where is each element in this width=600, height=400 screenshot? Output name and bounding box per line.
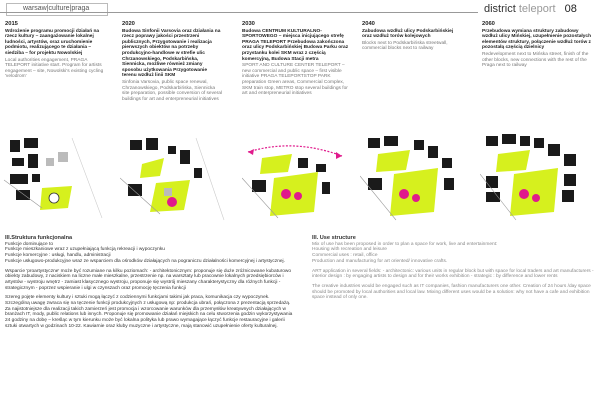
timeline-text-en: SPORT AND CULTURE CENTER TELEPORT – new commercial and public space – first visible initiative PRAGA TELEPORTSTOP PARK preparation Green areas, Commercial Complex, SKM train stop, METRO stop several buildings for art and enterpreneurial initiatives xyxy=(242,63,348,97)
timeline-text-en: Sinfonia Varsovia, public space renewal, Chrzanowskiego, Podskarbińska, Siennicka site preparation, possible conversion of several buildings for art and enterpreneurial initiatives xyxy=(122,79,222,102)
timeline-col-2030 xyxy=(242,22,350,97)
timeline-text-pl: Wdrożenie programu promocji działań na rzecz kultury – zaangażowanie lokalnej ludności, artystów, oraz uruchomienie podmiotu, realizującego te działania – siedziba – for projektu Nowolskiej xyxy=(5,28,100,56)
timeline-col-2020 xyxy=(122,22,222,102)
timeline-col-2015 xyxy=(5,22,105,80)
title-main: district xyxy=(484,3,516,15)
timeline-year: 2015 xyxy=(5,21,18,27)
timeline-year: 2040 xyxy=(362,21,375,27)
body-line: Housing with recreation and leisure xyxy=(312,247,387,253)
site-plan-2060 xyxy=(480,128,585,223)
timeline-col-2040 xyxy=(362,22,462,52)
use-structure-pl xyxy=(5,236,293,334)
title-light: teleport xyxy=(518,3,556,15)
header-rule xyxy=(0,12,478,13)
page-number: 08 xyxy=(564,3,577,15)
body-line: Funkcje mieszkaniowe wraz z uzupełniającą funkcją rekreacji i wypoczynku xyxy=(5,247,165,253)
header-band xyxy=(0,0,600,18)
section-heading: III.Struktura funkcjonalna xyxy=(5,235,73,241)
body-line: Funkcje dominujące to xyxy=(5,241,53,247)
site-plan-2040 xyxy=(360,128,465,223)
body-line: Production and manufacturing for art oriented/ innovative crafts. xyxy=(312,258,448,264)
page-title xyxy=(484,3,577,15)
body-line: Mix of use has been proposed in order to plan a space for work, live and entertainment: xyxy=(312,241,498,247)
body-paragraph: The creative industries would be engaged such as IT companies, fashion manufacturers one other. Creation of 24 hours /day space should be promoted by local authorities and local law. Mixing different uses would be a solution: why not have a cafe and exhibition space instead of only one. xyxy=(312,283,591,301)
timeline-text-en: Redevelopment next to Mińska street, finish of the other blocks, new connections with the rest of the Praga next to railway xyxy=(482,51,589,69)
site-plan-2030 xyxy=(242,128,347,223)
site-plan-2020 xyxy=(120,128,225,223)
timeline-year: 2030 xyxy=(242,21,255,27)
logo xyxy=(6,3,108,16)
body-line: Commercial uses : retail, office xyxy=(312,253,378,259)
body-line: Funkcje komercyjne : usługi, handlu, administracji xyxy=(5,253,111,259)
section-heading: III. Use structure xyxy=(312,235,356,241)
body-paragraph: Szereg pojęte elementy kultury i sztuki mogą łączyć z codziennymi funkcjami takimi jak praca, komunikacja czy wypoczynek. Szczególną uwagę zwraca się na tęczenie funkcji produkcyjnych z usługową np: produkcja ubrań, połączona z prezentacją sprzedażą. Za najistotniejsze dla realizacji takich zamierzeń jest promocja i wzorcowanie warunków dla przemysłów kreatywnych działających w branżach IT, mody, public relations lub innych. Proponuje się promowanie działań miejskich na celu stworzenia godzin wykorzystywania 24 godziny na dobę – kreśląc w tym kierunku może być lokalna polityka lub prawo wymagające łączyć funkcje restauracyjne i galerii sztuki otwartych w godzinach 10-22. Kawiarnie oraz kluby muzyczne i artystyczne, mają stanowić uzupełnienie oferty kulturalnej. xyxy=(5,295,293,329)
timeline-text-en: Blocks next to Podskarbińska streetwall, commercial blocks next to railway xyxy=(362,40,448,52)
timeline-text-pl: Przebudowa wymiana struktury zabudowy wzdłuż ulicy Mińskiej, uzupełnienie pozostałych elementów struktury, połączenie wzdłuż torów z pozostałą częścią dzielnicy xyxy=(482,28,592,51)
timeline-col-2060 xyxy=(482,22,594,69)
body-paragraph: ART application in several fields: - architectonic: various units in regular block but with space for local traders and art manufacturers - interior design : by engaging artists to design and for their works exhibition - strategic : by difference and lower rents xyxy=(312,268,594,280)
use-structure-en xyxy=(312,236,594,305)
timeline-text-pl: Budowa Sinfonii Varsovia oraz działania na rzecz poprawy jakości przestrzeni publicznych, Przygotowanie i realizacja pierwszych obiektów na potrzeby produkcyjno-handlowe w strefie ulic Chrzanowskiego, Podskarbińska, Siennicka, możliwe również zmiany sposobu użytkowania Przygotowanie terenu wzdłuż linii SKM xyxy=(122,28,221,79)
timeline-year: 2060 xyxy=(482,21,495,27)
site-plan-2015 xyxy=(2,128,107,223)
timeline-text-pl: Budowa CENTRUM KULTURALNO-SPORTOWEGO – miejsca inicjującego strefę PRAGA TELEPORT Przebudowa zakończona oraz ulicy Podskarbińskiej Budowa Parku oraz przystanku kolei SKM wraz z częścią komercyjną, Budowa Stacji metra xyxy=(242,28,349,62)
logo-text: warsaw|culture|praga xyxy=(23,5,90,12)
body-line: Funkcje usługowo-produkcyjne wraz ze wsparciem dla ośrodków działających na pograniczu działalności komercyjnej i artystycznej. xyxy=(5,258,285,264)
body-paragraph: Wsparcie 'proartystyczne' może być rozumiane na kilku poziomach: - architektonicznym: proponuje się duże zróżnicowane kubaturowo obiekty zabudowy, z naciskiem na liczne małe mieszkalne, przestrzenie np. na warsztaty lub pracownie lokalnych przedsiębiorców i artystów - wystroju wnętrz - zamiast klasycznego wystroju, proponuje się wystrój mieszany charakterystyczny dla różnych funkcji - strategicznym - poprzez wspieranie i ulgi w czynszach oraz promocję tęczenia funkcji xyxy=(5,268,292,291)
timeline-text-en: Local authorities engagement, PRAGA TELEPORT initiative start. Program for artists engagement – site, Nowolski's existing cycling 'velodrom' xyxy=(5,57,104,80)
timeline-text-pl: Zabudowa wzdłuż ulicy Podskarbińskiej oraz wzdłuż torów kolejowych xyxy=(362,28,454,40)
timeline-year: 2020 xyxy=(122,21,135,27)
